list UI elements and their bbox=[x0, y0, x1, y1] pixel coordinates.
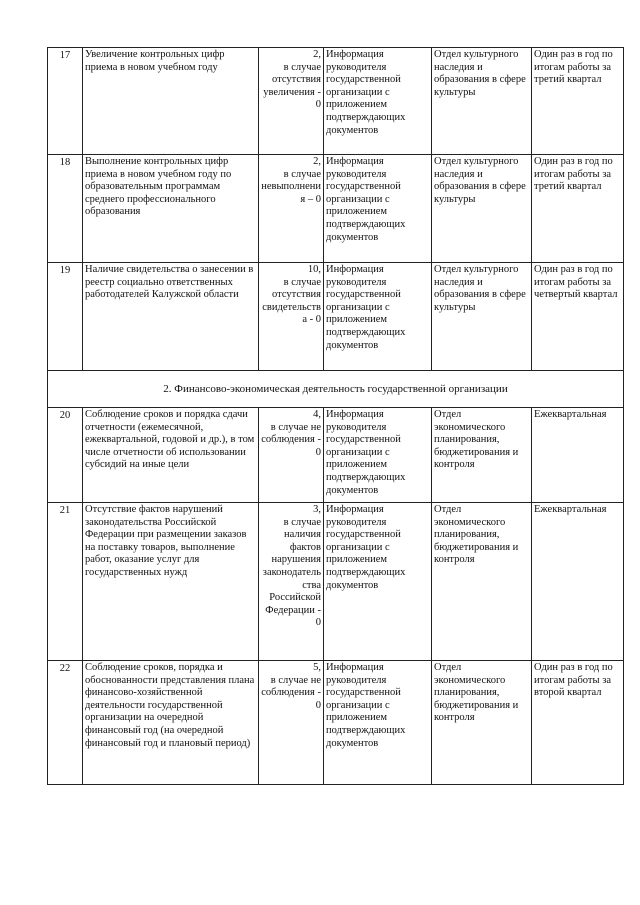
table-row bbox=[48, 661, 624, 785]
score-condition: в случае не соблюдения - 0 bbox=[261, 674, 321, 711]
score-cell bbox=[259, 48, 324, 155]
row-number: 17 bbox=[48, 48, 83, 155]
score-condition: в случае отсутствия свидетельства - 0 bbox=[262, 276, 321, 326]
score-condition: в случае наличия фактов нарушения законодательства Российской Федерации - 0 bbox=[262, 516, 321, 629]
score-cell bbox=[259, 155, 324, 263]
score-cell bbox=[259, 263, 324, 371]
source-cell: Информация руководителя государственной организации с приложением подтверждающих документов bbox=[324, 263, 432, 371]
period-cell: Один раз в год по итогам работы за четвертый квартал bbox=[532, 263, 624, 371]
row-number: 19 bbox=[48, 263, 83, 371]
row-number: 22 bbox=[48, 661, 83, 785]
period-cell: Ежеквартальная bbox=[532, 408, 624, 503]
department-cell: Отдел экономического планирования, бюджетирования и контроля bbox=[432, 661, 532, 785]
department-cell: Отдел культурного наследия и образования в сфере культуры bbox=[432, 155, 532, 263]
indicator-cell: Наличие свидетельства о занесении в реестр социально ответственных работодателей Калужской области bbox=[83, 263, 259, 371]
indicator-cell: Отсутствие фактов нарушений законодательства Российской Федерации при размещении заказов на поставку товаров, выполнение работ, оказание услуг для государственных нужд bbox=[83, 503, 259, 661]
indicator-cell: Увеличение контрольных цифр приема в новом учебном году bbox=[83, 48, 259, 155]
row-number: 21 bbox=[48, 503, 83, 661]
score-condition: в случае отсутствия увеличения - 0 bbox=[263, 61, 321, 111]
indicator-cell: Выполнение контрольных цифр приема в новом учебном году по образовательным программам среднего профессионального образования bbox=[83, 155, 259, 263]
score-value: 3, bbox=[313, 504, 321, 515]
score-condition: в случае не соблюдения - 0 bbox=[261, 421, 321, 458]
indicator-cell: Соблюдение сроков и порядка сдачи отчетности (ежемесячной, ежеквартальной, годовой и др.), в том числе отчетности об использовании субсидий на иные цели bbox=[83, 408, 259, 503]
score-value: 2, bbox=[313, 49, 321, 60]
source-cell: Информация руководителя государственной организации с приложением подтверждающих документов bbox=[324, 155, 432, 263]
score-cell bbox=[259, 661, 324, 785]
period-cell: Ежеквартальная bbox=[532, 503, 624, 661]
source-cell: Информация руководителя государственной организации с приложением подтверждающих документов bbox=[324, 48, 432, 155]
source-cell: Информация руководителя государственной организации с приложением подтверждающих документов bbox=[324, 408, 432, 503]
row-number: 18 bbox=[48, 155, 83, 263]
score-condition: в случае невыполнения – 0 bbox=[261, 168, 321, 205]
row-number: 20 bbox=[48, 408, 83, 503]
table-row bbox=[48, 263, 624, 371]
department-cell: Отдел экономического планирования, бюджетирования и контроля bbox=[432, 503, 532, 661]
score-value: 4, bbox=[313, 409, 321, 420]
department-cell: Отдел культурного наследия и образования в сфере культуры bbox=[432, 263, 532, 371]
period-cell: Один раз в год по итогам работы за третий квартал bbox=[532, 155, 624, 263]
table-row bbox=[48, 503, 624, 661]
source-cell: Информация руководителя государственной организации с приложением подтверждающих документов bbox=[324, 661, 432, 785]
score-value: 2, bbox=[313, 156, 321, 167]
indicator-cell: Соблюдение сроков, порядка и обоснованности представления плана финансово-хозяйственной деятельности государственной организации на очередной финансовый год (на очередной финансовый год и плановый период) bbox=[83, 661, 259, 785]
criteria-table bbox=[47, 47, 624, 785]
source-cell: Информация руководителя государственной организации с приложением подтверждающих документов bbox=[324, 503, 432, 661]
period-cell: Один раз в год по итогам работы за второй квартал bbox=[532, 661, 624, 785]
section-title: 2. Финансово-экономическая деятельность государственной организации bbox=[48, 371, 624, 408]
period-cell: Один раз в год по итогам работы за третий квартал bbox=[532, 48, 624, 155]
table-row bbox=[48, 155, 624, 263]
score-cell bbox=[259, 503, 324, 661]
score-value: 5, bbox=[313, 662, 321, 673]
table-row bbox=[48, 48, 624, 155]
department-cell: Отдел культурного наследия и образования в сфере культуры bbox=[432, 48, 532, 155]
section-row bbox=[48, 371, 624, 408]
score-value: 10, bbox=[307, 264, 321, 275]
department-cell: Отдел экономического планирования, бюджетирования и контроля bbox=[432, 408, 532, 503]
score-cell bbox=[259, 408, 324, 503]
table-row bbox=[48, 408, 624, 503]
